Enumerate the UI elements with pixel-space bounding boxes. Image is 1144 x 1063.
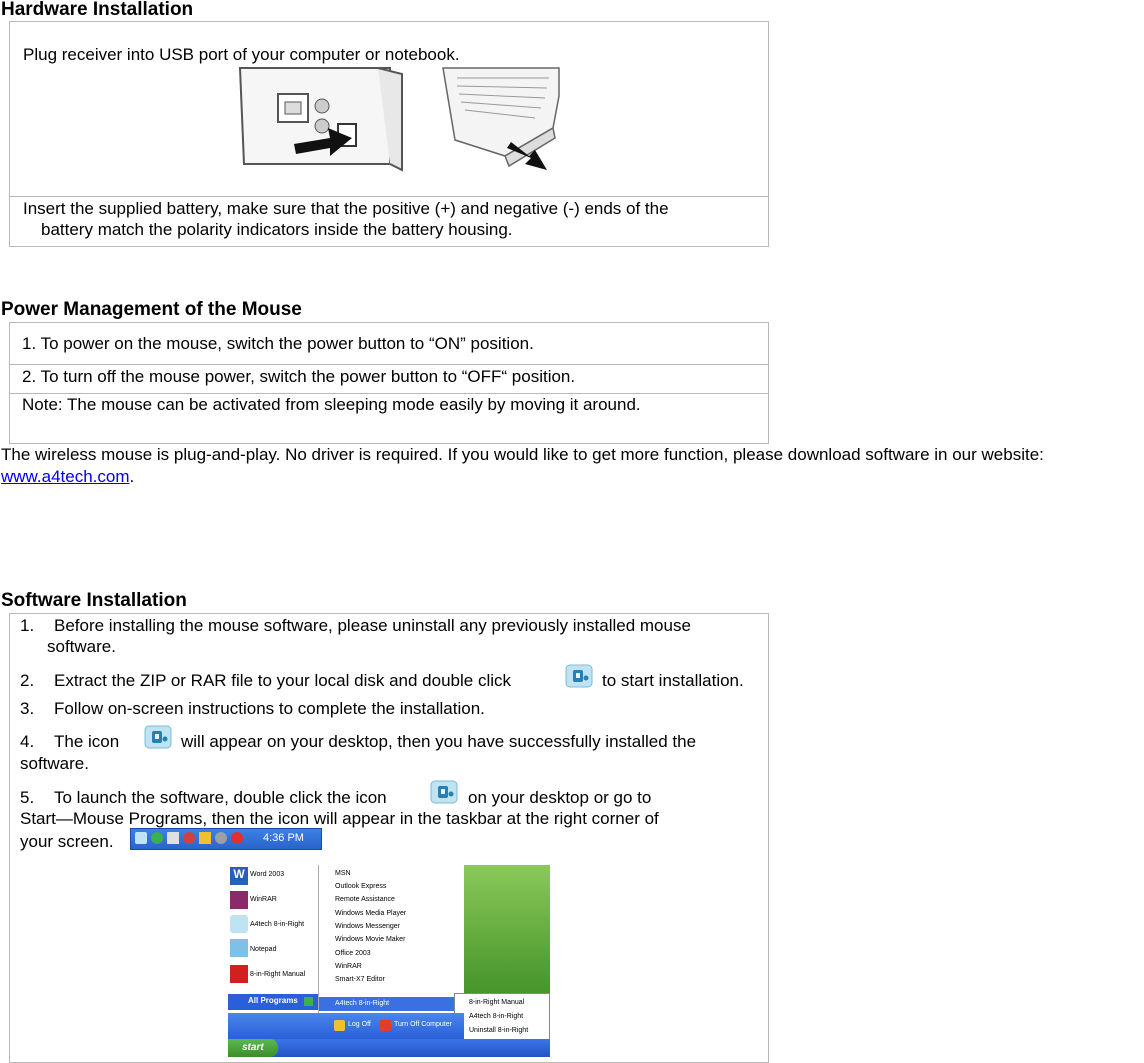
program-item[interactable]: MSN <box>335 870 351 877</box>
power-row-1 <box>10 323 768 365</box>
sleep-note: Note: The mouse can be activated from sleeping mode easily by moving it around. <box>22 395 641 414</box>
winrar-icon <box>230 891 248 909</box>
power-on-instruction: 1. To power on the mouse, switch the power button to “ON” position. <box>22 334 534 353</box>
step5-text: To launch the software, double click the icon <box>54 788 387 807</box>
submenu-item[interactable]: A4tech 8-in-Right <box>469 1013 524 1020</box>
step4-text: The icon <box>54 732 120 751</box>
program-item[interactable]: WinRAR <box>335 963 362 970</box>
all-programs-label: All Programs <box>248 996 298 1005</box>
step5-line3: your screen. <box>20 832 114 851</box>
log-off-icon <box>334 1020 345 1031</box>
step4-line2: software. <box>20 754 89 773</box>
tray-mouse-icon <box>135 832 147 844</box>
start-left-item[interactable]: Word 2003 <box>250 871 285 878</box>
word-icon: W <box>230 867 248 885</box>
setup-icon <box>565 664 593 688</box>
all-programs-arrow-icon <box>304 997 313 1006</box>
hardware-table <box>9 21 769 247</box>
step2-tail: to start installation. <box>602 671 744 690</box>
battery-instruction-line2: battery match the polarity indicators inside the battery housing. <box>41 220 513 239</box>
receiver-row <box>10 22 768 197</box>
receiver-instruction: Plug receiver into USB port of your computer or notebook. <box>23 45 460 64</box>
website-link[interactable]: www.a4tech.com <box>1 467 130 486</box>
power-heading: Power Management of the Mouse <box>1 299 302 320</box>
notebook-illustration <box>435 66 571 174</box>
a4tech-icon <box>230 915 248 933</box>
all-programs-bar[interactable] <box>228 994 318 1010</box>
step1-line1: Before installing the mouse software, please uninstall any previously installed mouse <box>54 616 691 635</box>
start-left-pane <box>228 865 314 1013</box>
plug-and-play-note: The wireless mouse is plug-and-play. No driver is required. If you would like to get more function, please download software in our website: <box>1 445 1044 464</box>
tray-network-icon <box>151 832 163 844</box>
battery-instruction-line1: Insert the supplied battery, make sure that the positive (+) and negative (-) ends of the <box>23 199 669 218</box>
program-item[interactable]: Windows Messenger <box>335 923 400 930</box>
tray-update-icon <box>199 832 211 844</box>
step1-line2: software. <box>47 637 116 656</box>
program-item[interactable]: Windows Media Player <box>335 910 407 917</box>
power-table <box>9 322 769 444</box>
tray-volume-icon <box>167 832 179 844</box>
start-bottom-bar <box>228 1013 464 1039</box>
notepad-icon <box>230 939 248 957</box>
start-menu-screenshot <box>228 865 550 1057</box>
software-heading: Software Installation <box>1 590 187 611</box>
submenu-item[interactable]: Uninstall 8-in-Right <box>469 1027 529 1034</box>
taskbar <box>228 1039 550 1057</box>
tray-alert-icon <box>231 832 243 844</box>
turn-off-icon <box>380 1020 391 1031</box>
tray-settings-icon <box>215 832 227 844</box>
step3-number: 3. <box>20 699 35 718</box>
power-row-2 <box>10 364 768 394</box>
start-left-item[interactable]: 8-in-Right Manual <box>250 971 306 978</box>
turn-off-button[interactable]: Turn Off Computer <box>394 1021 452 1028</box>
launch-icon <box>430 780 458 804</box>
program-item[interactable]: Remote Assistance <box>335 896 395 903</box>
submenu-item[interactable]: 8-in-Right Manual <box>469 999 525 1006</box>
a4tech-submenu <box>454 993 550 1041</box>
software-table <box>9 613 769 1063</box>
log-off-button[interactable]: Log Off <box>348 1021 371 1028</box>
program-item-selected[interactable]: A4tech 8-in-Right <box>335 1000 390 1007</box>
step4-tail: will appear on your desktop, then you have successfully installed the <box>181 732 697 751</box>
start-left-item[interactable]: Notepad <box>250 946 277 953</box>
website-period: . <box>129 467 135 486</box>
programs-menu <box>318 865 455 1013</box>
step5-line2: Start—Mouse Programs, then the icon will appear in the taskbar at the right corner of <box>20 809 659 828</box>
step3-text: Follow on-screen instructions to complete the installation. <box>54 699 485 718</box>
website-line <box>1 467 134 487</box>
step5-number: 5. <box>20 788 35 807</box>
program-item[interactable]: Smart-X7 Editor <box>335 976 385 983</box>
desktop-icon <box>144 725 172 749</box>
hardware-heading: Hardware Installation <box>1 0 194 20</box>
start-left-item[interactable]: A4tech 8-in-Right <box>250 921 305 928</box>
power-off-instruction: 2. To turn off the mouse power, switch the power button to “OFF“ position. <box>22 367 576 386</box>
program-item[interactable]: Office 2003 <box>335 950 371 957</box>
step2-number: 2. <box>20 671 35 690</box>
usb-port-illustration <box>230 66 410 178</box>
system-tray <box>130 828 322 850</box>
step4-number: 4. <box>20 732 35 751</box>
start-label: start <box>242 1042 264 1053</box>
step2-text: Extract the ZIP or RAR file to your local disk and double click <box>54 671 511 690</box>
program-item[interactable]: Outlook Express <box>335 883 387 890</box>
start-left-item[interactable]: WinRAR <box>250 896 277 903</box>
step5-tail: on your desktop or go to <box>468 788 652 807</box>
program-item[interactable]: Windows Movie Maker <box>335 936 406 943</box>
tray-clock: 4:36 PM <box>263 832 304 844</box>
manual-icon <box>230 965 248 983</box>
step1-number: 1. <box>20 616 35 635</box>
start-button[interactable] <box>228 1039 278 1057</box>
tray-security-icon <box>183 832 195 844</box>
